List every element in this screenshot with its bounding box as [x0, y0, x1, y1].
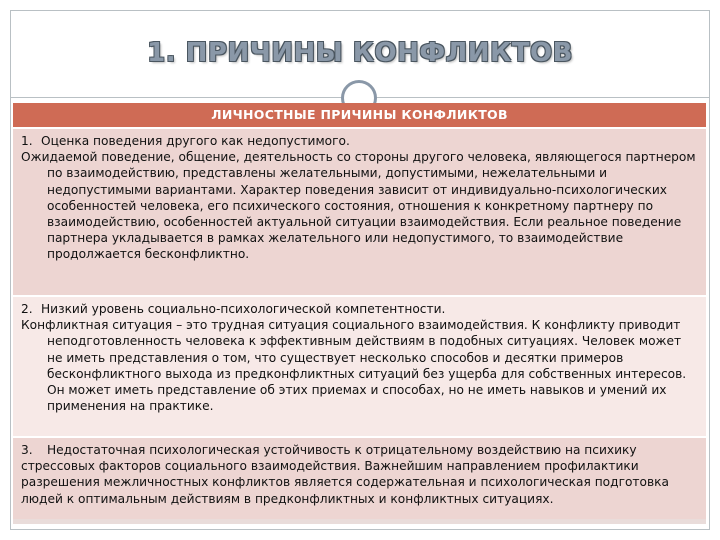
row-heading-text: Недостаточная психологическая устойчивость к отрицательному воздействию на психику стрессовых факторов социального взаимодействия. Важнейшим направлением профилактики разрешения межличностных конфликтов является содержательная и психологическая подготовка людей к оптимальным действиям в предконфликтных и конфликтных ситуациях. [21, 443, 669, 506]
row-heading-text: Оценка поведения другого как недопустимого. [41, 134, 350, 148]
table-row [13, 438, 706, 526]
row-body: Конфликтная ситуация – это трудная ситуация социального взаимодействия. К конфликту приводит неподготовленность человека к эффективным действиям в подобных ситуациях. Человек может не иметь представления о том, что существует несколько способов и десятки примеров бесконфликтного выхода из предконфликтных ситуаций без ущерба для собственных интересов. Он может иметь представление об этих приемах и способах, но не иметь навыков и умений их применения на практике. [21, 318, 687, 414]
table-row [13, 297, 706, 438]
bottom-bar [13, 519, 706, 524]
table-header: ЛИЧНОСТНЫЕ ПРИЧИНЫ КОНФЛИКТОВ [13, 103, 706, 129]
table-row [13, 129, 706, 297]
row-heading [21, 301, 698, 317]
row-heading [21, 133, 698, 149]
row-body: Ожидаемой поведение, общение, деятельность со стороны другого человека, являющегося партнером по взаимодействию, представлены желательными, допустимыми, нежелательными и недопустимыми вариантами. Характер поведения зависит от индивидуально-психологических особенностей человека, его психического состояния, отношения к конкретному партнеру по взаимодействию, особенностей актуальной ситуации взаимодействия. Если реальное поведение партнера укладывается в рамках желательного или недопустимого, то взаимодействие продолжается бесконфликтно. [21, 150, 696, 262]
row-heading-text: Низкий уровень социально-психологической компетентности. [41, 302, 446, 316]
row-heading [21, 442, 698, 507]
row-number: 1. [21, 134, 33, 148]
row-number: 2. [21, 302, 33, 316]
slide-title: 1. ПРИЧИНЫ КОНФЛИКТОВ [147, 38, 573, 68]
row-number: 3. [21, 443, 33, 457]
causes-table [13, 103, 706, 526]
